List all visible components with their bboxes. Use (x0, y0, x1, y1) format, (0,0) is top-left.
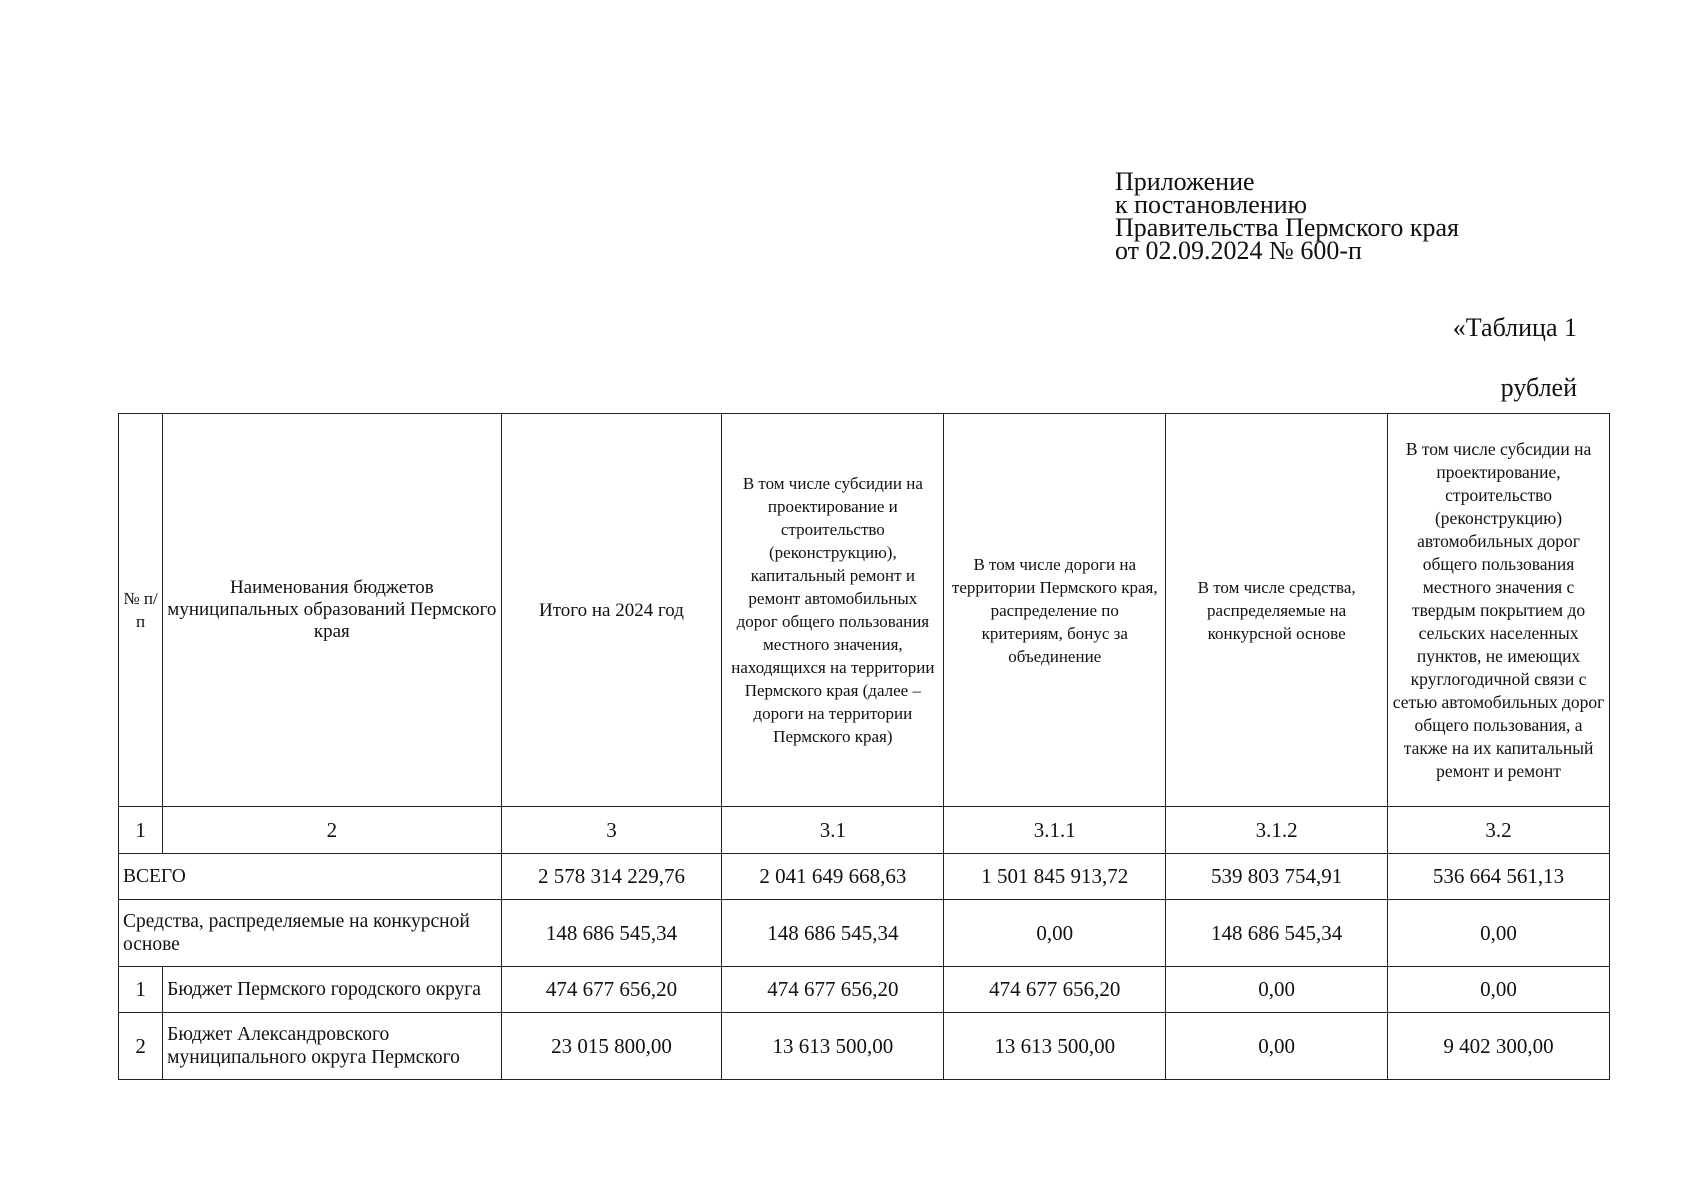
header-cell-roads-criteria: В том числе дороги на территории Пермского края, распределение по критериям, бонус за объединение (944, 414, 1166, 807)
cell-value: 474 677 656,20 (722, 967, 944, 1013)
cell-value: 13 613 500,00 (722, 1013, 944, 1080)
cell-value: 9 402 300,00 (1388, 1013, 1610, 1080)
column-number: 3.1.2 (1166, 807, 1388, 854)
cell-value: 2 041 649 668,63 (722, 854, 944, 900)
cell-value: 2 578 314 229,76 (501, 854, 722, 900)
column-number: 3.1.1 (944, 807, 1166, 854)
header-cell-rural-roads: В том числе субсидии на проектирование, строительство (реконструкцию) автомобильных дорог общего пользования местного значения с твердым покрытием до сельских населенных пунктов, не имеющих круглогодичной связи с сетью автомобильных дорог общего пользования, а также на их капитальный ремонт и ремонт (1388, 414, 1610, 807)
column-number: 1 (119, 807, 163, 854)
units-label: рублей (1500, 373, 1577, 402)
row-number: 1 (119, 967, 163, 1013)
column-number: 3 (501, 807, 722, 854)
budget-name: Бюджет Александровского муниципального округа Пермского (163, 1013, 501, 1080)
cell-value: 539 803 754,91 (1166, 854, 1388, 900)
table-row-competitive (119, 900, 1610, 967)
cell-value: 0,00 (1166, 967, 1388, 1013)
cell-value: 148 686 545,34 (722, 900, 944, 967)
cell-value: 474 677 656,20 (944, 967, 1166, 1013)
appendix-line: Правительства Пермского края (1115, 213, 1459, 242)
row-label: Средства, распределяемые на конкурсной основе (119, 900, 502, 967)
column-number: 2 (163, 807, 501, 854)
cell-value: 1 501 845 913,72 (944, 854, 1166, 900)
header-cell-number: № п/п (119, 414, 163, 807)
header-cell-roads-subsidy: В том числе субсидии на проектирование и строительство (реконструкцию), капитальный ремонт и ремонт автомобильных дорог общего пользования местного значения, находящихся на территории Пермского края (далее – дороги на территории Пермского края) (722, 414, 944, 807)
appendix-line: к постановлению (1115, 190, 1308, 219)
cell-value: 536 664 561,13 (1388, 854, 1610, 900)
header-cell-total: Итого на 2024 год (501, 414, 722, 807)
cell-value: 474 677 656,20 (501, 967, 722, 1013)
budget-name: Бюджет Пермского городского округа (163, 967, 501, 1013)
header-cell-competitive: В том числе средства, распределяемые на конкурсной основе (1166, 414, 1388, 807)
cell-value: 148 686 545,34 (501, 900, 722, 967)
cell-value: 23 015 800,00 (501, 1013, 722, 1080)
column-number-row (119, 807, 1610, 854)
cell-value: 0,00 (1388, 900, 1610, 967)
cell-value: 0,00 (1388, 967, 1610, 1013)
cell-value: 13 613 500,00 (944, 1013, 1166, 1080)
table-header-row (119, 414, 1610, 807)
column-number: 3.2 (1388, 807, 1610, 854)
row-number: 2 (119, 1013, 163, 1080)
cell-value: 148 686 545,34 (1166, 900, 1388, 967)
header-cell-budget-name: Наименования бюджетов муниципальных образований Пермского края (163, 414, 501, 807)
cell-value: 0,00 (1166, 1013, 1388, 1080)
row-label: ВСЕГО (119, 854, 502, 900)
table-row (119, 967, 1610, 1013)
table-caption: «Таблица 1 (1452, 313, 1577, 342)
appendix-line: Приложение (1115, 167, 1255, 196)
cell-value: 0,00 (944, 900, 1166, 967)
table-row (119, 1013, 1610, 1080)
table-row-total (119, 854, 1610, 900)
appendix-block (1115, 167, 1459, 265)
appendix-line: от 02.09.2024 № 600-п (1115, 236, 1362, 265)
subsidy-table (118, 413, 1610, 1080)
column-number: 3.1 (722, 807, 944, 854)
